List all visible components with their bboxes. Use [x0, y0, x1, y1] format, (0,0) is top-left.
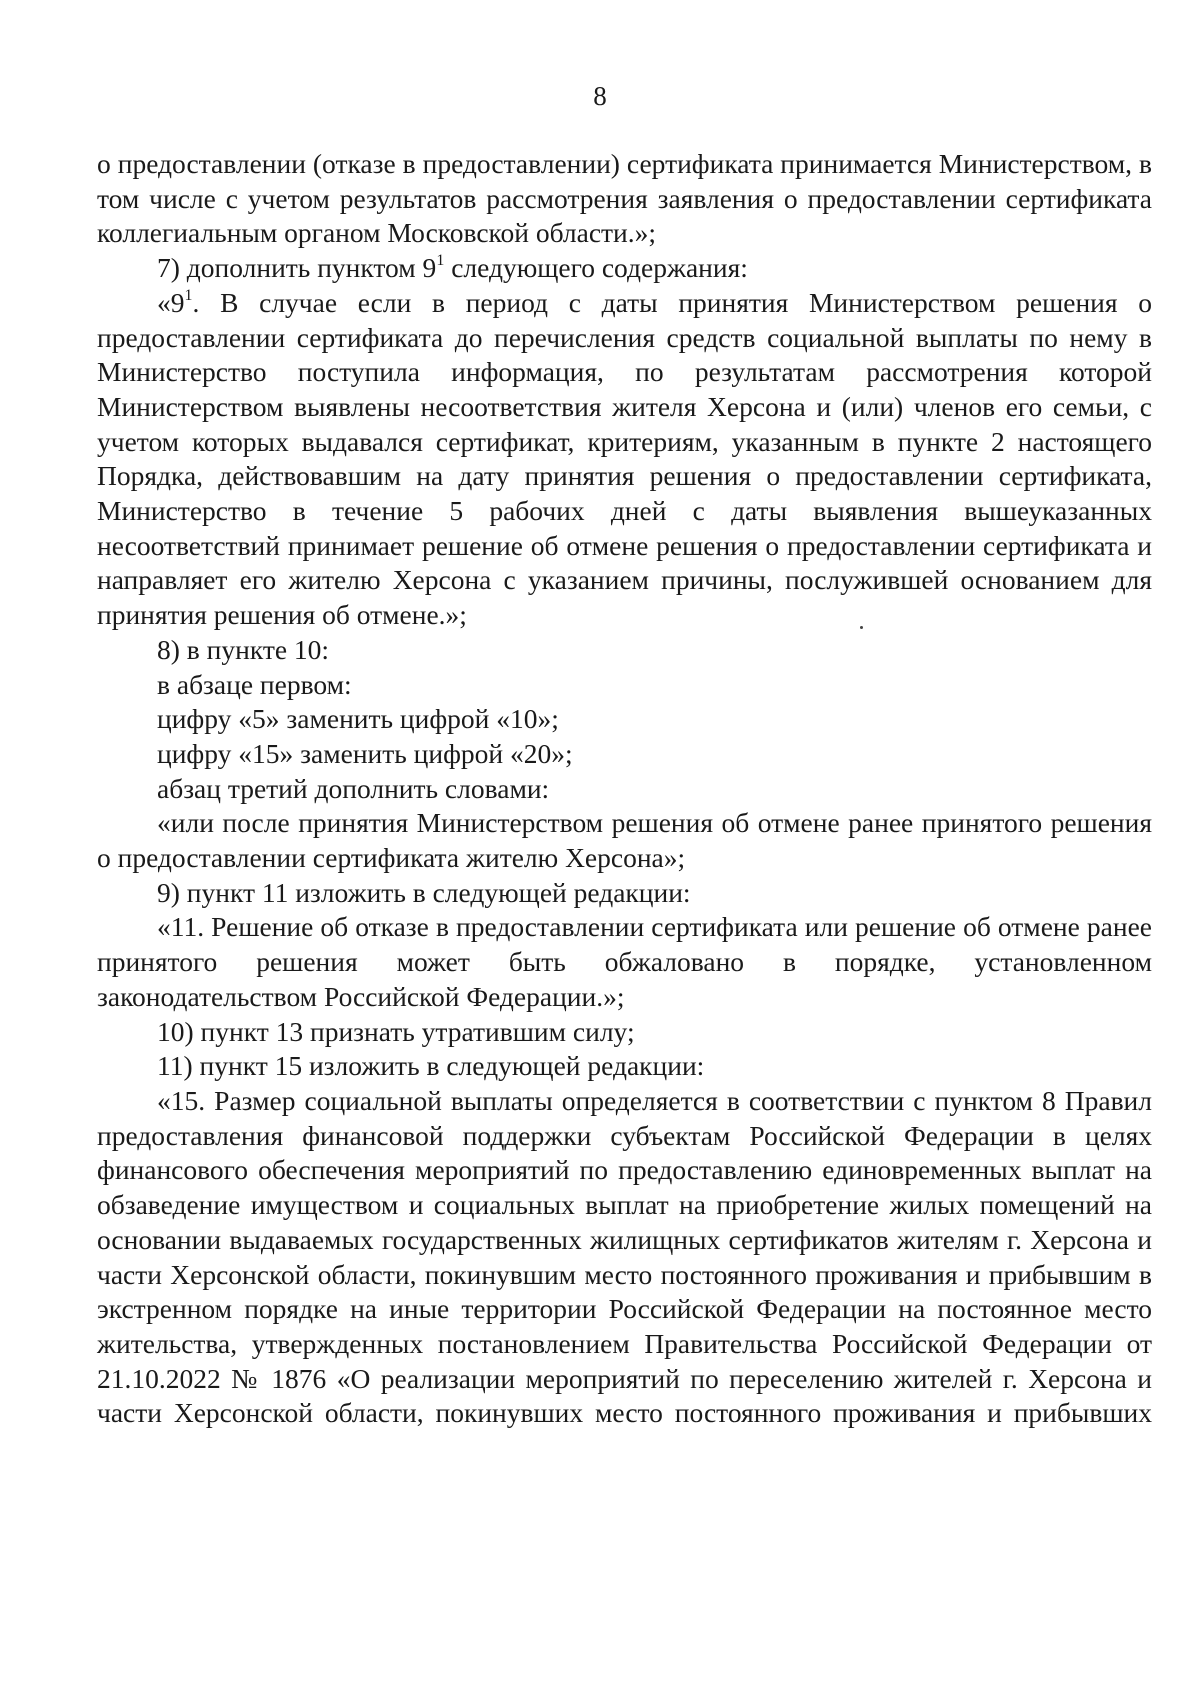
paragraph-clause-9-1-start: «9: [157, 286, 185, 318]
paragraph-replace-5: цифру «5» заменить цифрой «10»;: [157, 703, 559, 735]
paragraph-item-7-text: 7) дополнить пунктом 9: [157, 252, 437, 284]
paragraph-item-8: 8) в пункте 10:: [157, 633, 330, 665]
paragraph-item-9: 9) пункт 11 изложить в следующей редакции:: [157, 876, 691, 908]
superscript: 1: [436, 251, 445, 269]
paragraph-quote-addition: «или после принятия Министерством решения об отмене ранее принятого решения о предоставлении сертификата жителю Херсона»;: [97, 807, 1152, 874]
page-number: 8: [593, 81, 607, 111]
paragraph-item-11: 11) пункт 15 изложить в следующей редакции:: [157, 1050, 705, 1082]
paragraph-third-abzac: абзац третий дополнить словами:: [157, 772, 550, 804]
paragraph-item-7-text-end: следующего содержания:: [444, 252, 748, 284]
paragraph-first-abzac: в абзаце первом:: [157, 668, 352, 700]
document-body: [97, 147, 1152, 1431]
paragraph-clause-9-1: [97, 286, 1152, 633]
paragraph-continuation: о предоставлении (отказе в предоставлении) сертификата принимается Министерством, в том числе с учетом результатов рассмотрения заявления о предоставлении сертификата коллегиальным органом Московской области.»;: [97, 148, 1152, 249]
paragraph-clause-9-1-text: . В случае если в период с даты принятия Министерством решения о предоставлении сертификата до перечисления средств социальной выплаты по нему в Министерство поступила информация, по результатам рассмотрения которой Министерством выявлены несоответствия жителя Херсона и (или) членов его семьи, с учетом которых выдавался сертификат, критериям, указанным в пункте 2 настоящего Порядка, действовавшим на дату принятия решения о предоставлении сертификата, Министерство в течение 5 рабочих дней с даты выявления вышеуказанных несоответствий принимает решение об отмене решения о предоставлении сертификата и направляет его жителю Херсона с указанием причины, послужившей основанием для принятия решения об отмене.»;: [97, 286, 1152, 631]
paragraph-item-7: [97, 251, 1152, 286]
paragraph-clause-11: «11. Решение об отказе в предоставлении сертификата или решение об отмене ранее принятого решения может быть обжаловано в порядке, установленном законодательством Российской Федерации.»;: [97, 911, 1152, 1012]
paragraph-clause-15: «15. Размер социальной выплаты определяется в соответствии с пунктом 8 Правил предоставления финансовой поддержки субъектам Российской Федерации в целях финансового обеспечения мероприятий по предоставлению единовременных выплат на обзаведение имуществом и социальных выплат на приобретение жилых помещений на основании выдаваемых государственных жилищных сертификатов жителям г. Херсона и части Херсонской области, покинувшим место постоянного проживания и прибывшим в экстренном порядке на иные территории Российской Федерации на постоянное место жительства, утвержденных постановлением Правительства Российской Федерации от 21.10.2022 № 1876 «О реализации мероприятий по переселению жителей г. Херсона и части Херсонской области, покинувших место постоянного проживания и прибывших: [97, 1084, 1152, 1429]
paragraph-replace-15: цифру «15» заменить цифрой «20»;: [157, 737, 573, 769]
superscript: 1: [184, 286, 193, 304]
scan-speck: [860, 626, 863, 629]
paragraph-item-10: 10) пункт 13 признать утратившим силу;: [157, 1015, 635, 1047]
